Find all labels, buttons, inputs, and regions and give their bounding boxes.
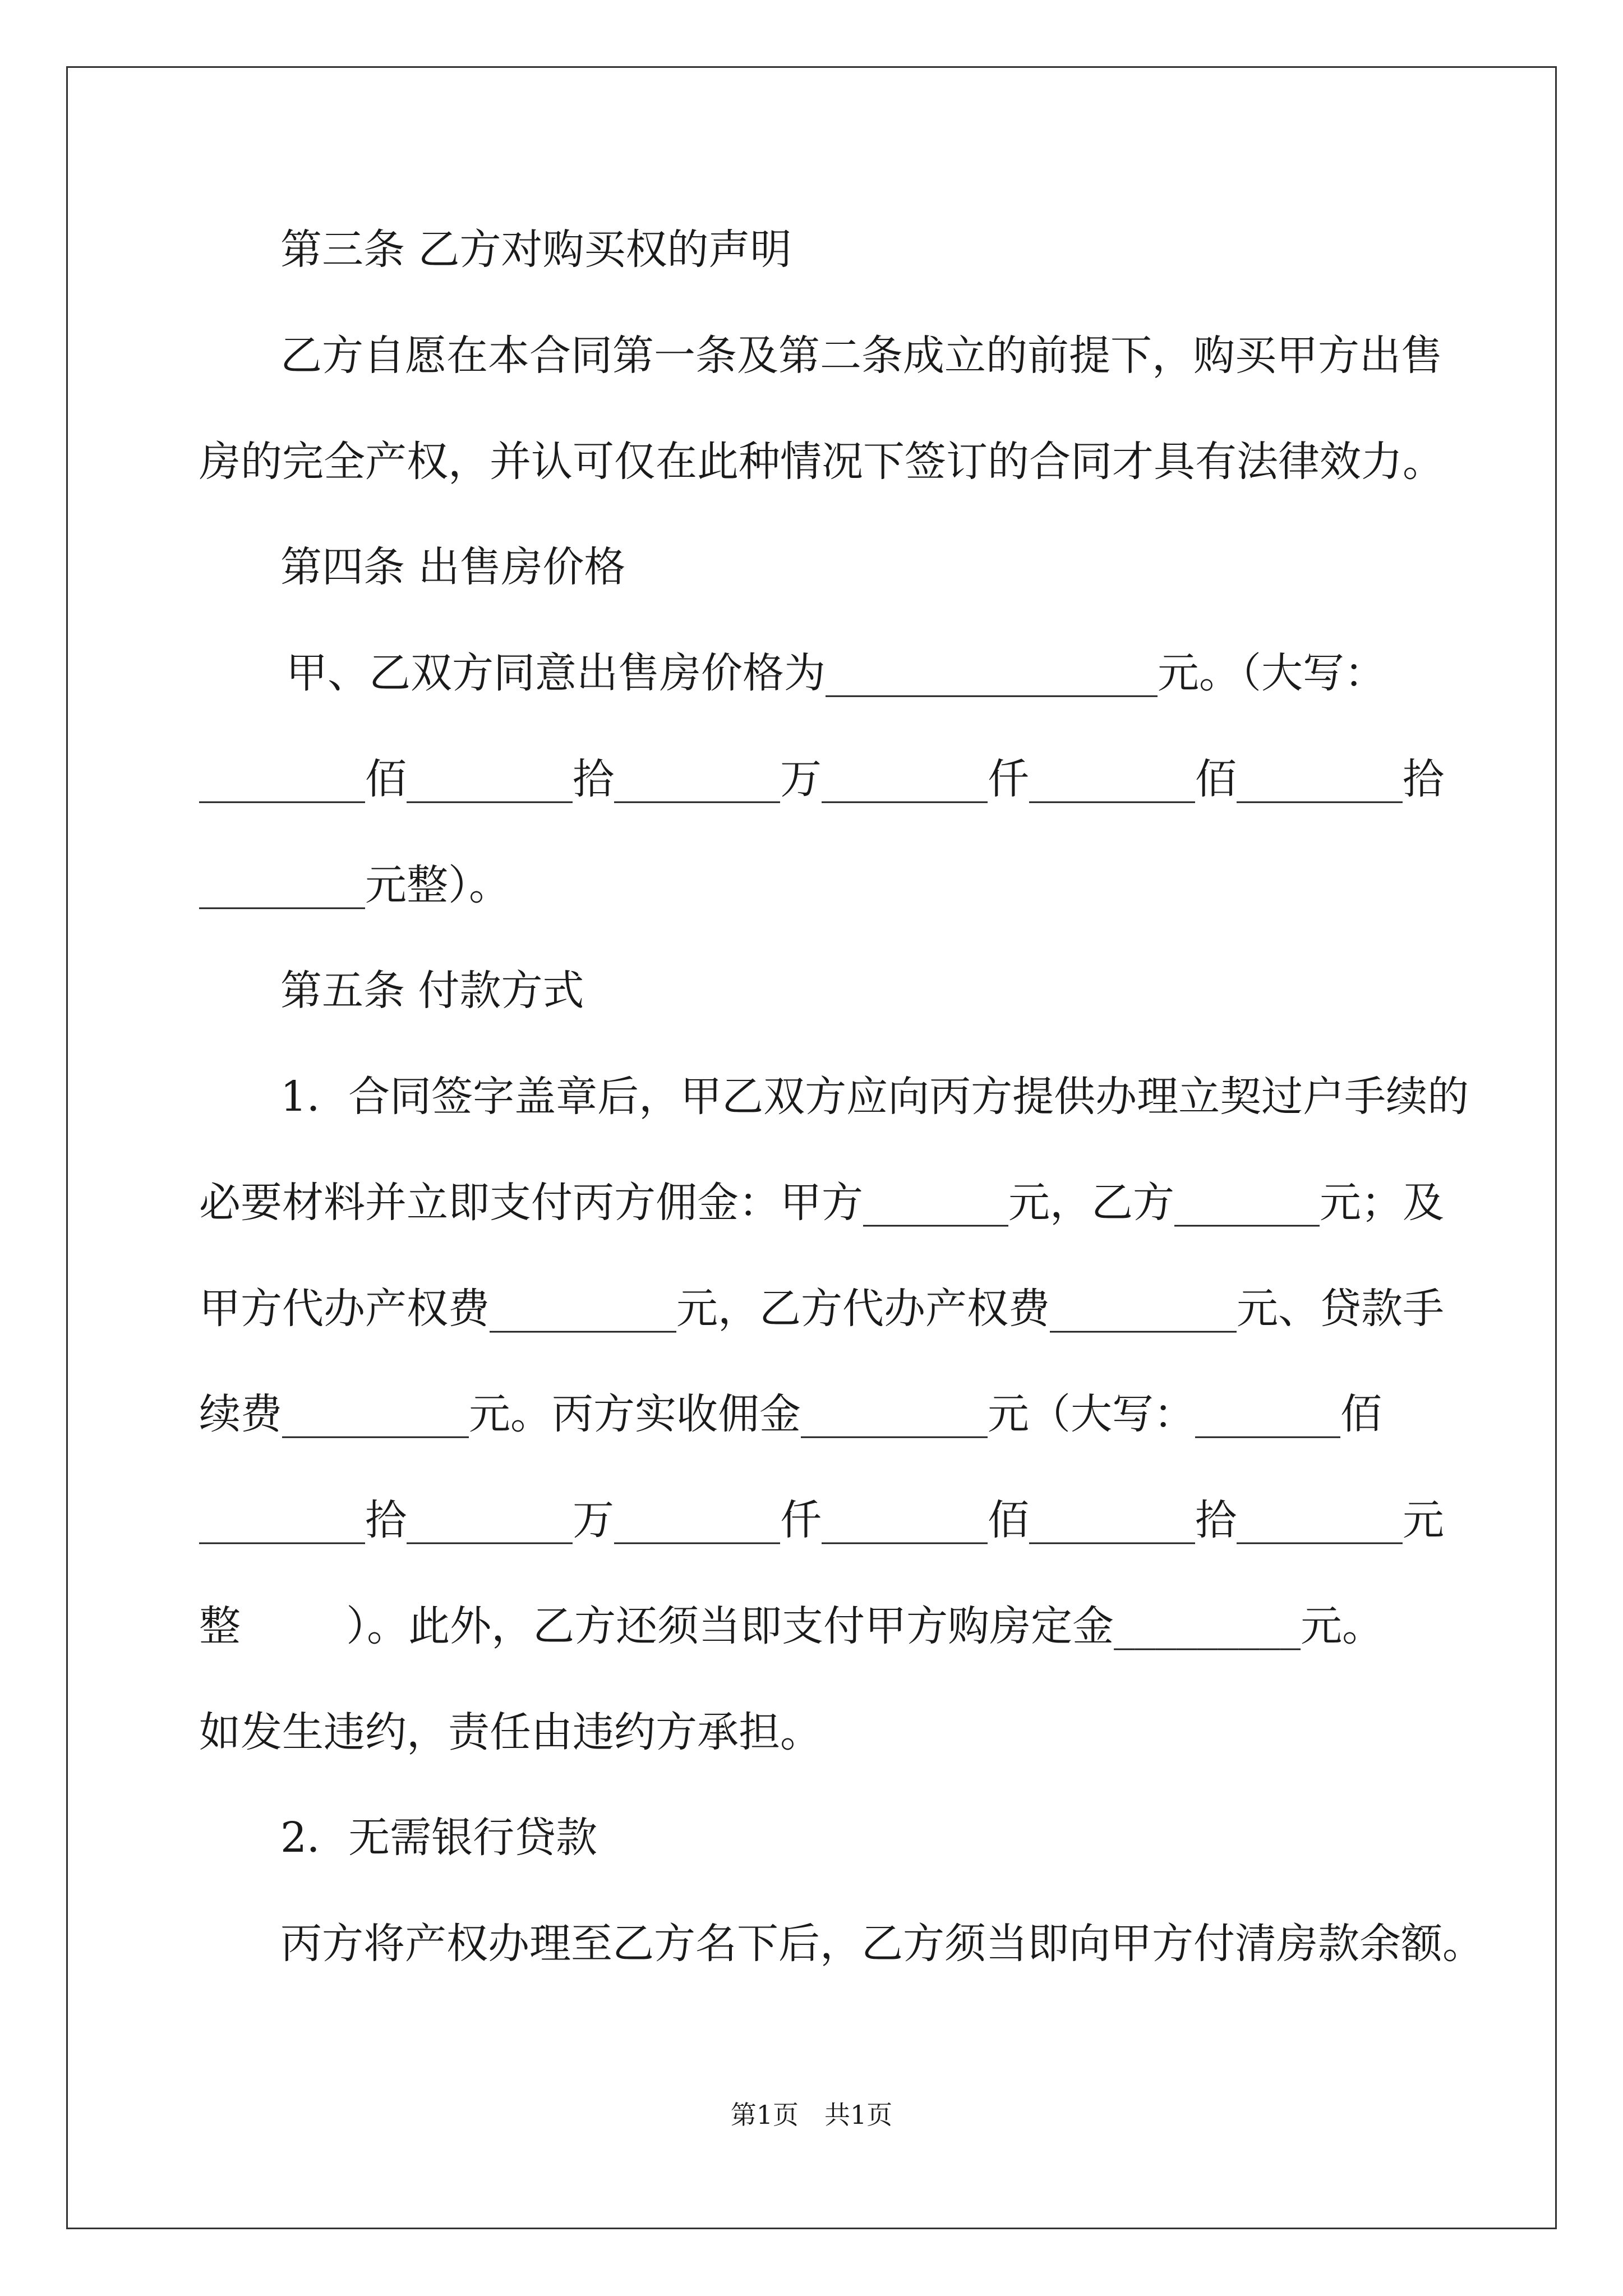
body-line: ________元整）。 <box>199 861 510 909</box>
page-footer: 第1页 共1页 <box>730 2100 893 2130</box>
body-line: 甲、乙双方同意出售房价格为________________元。（大写： <box>286 649 1386 697</box>
body-line: 如发生违约，责任由违约方承担。 <box>199 1708 822 1756</box>
page-border <box>66 66 1557 2229</box>
body-line: 乙方自愿在本合同第一条及第二条成立的前提下，购买甲方出售 <box>280 332 1442 380</box>
body-line: ________拾________万________仟________佰________拾________元 <box>199 1496 1444 1544</box>
body-line: 整 ）。此外，乙方还须当即支付甲方购房定金_________元。 <box>199 1602 1384 1650</box>
article-5-heading: 第五条 付款方式 <box>280 967 584 1015</box>
body-line: 甲方代办产权费_________元，乙方代办产权费_________元、贷款手 <box>199 1285 1444 1333</box>
body-line: 房的完全产权，并认可仅在此种情况下签订的合同才具有法律效力。 <box>199 438 1444 486</box>
body-line: 1．合同签字盖章后，甲乙双方应向丙方提供办理立契过户手续的 <box>280 1073 1469 1121</box>
body-line: 丙方将产权办理至乙方名下后，乙方须当即向甲方付清房款余额。 <box>280 1920 1484 1968</box>
body-line: ________佰________拾________万________仟________佰________拾 <box>199 755 1444 803</box>
article-4-heading: 第四条 出售房价格 <box>280 543 626 591</box>
clause-2-heading: 2．无需银行贷款 <box>280 1814 598 1862</box>
body-line: 续费_________元。丙方实收佣金_________元（大写：_______佰 <box>199 1390 1382 1438</box>
body-line: 必要材料并立即支付丙方佣金：甲方_______元，乙方_______元；及 <box>199 1179 1444 1227</box>
article-3-heading: 第三条 乙方对购买权的声明 <box>280 226 792 274</box>
